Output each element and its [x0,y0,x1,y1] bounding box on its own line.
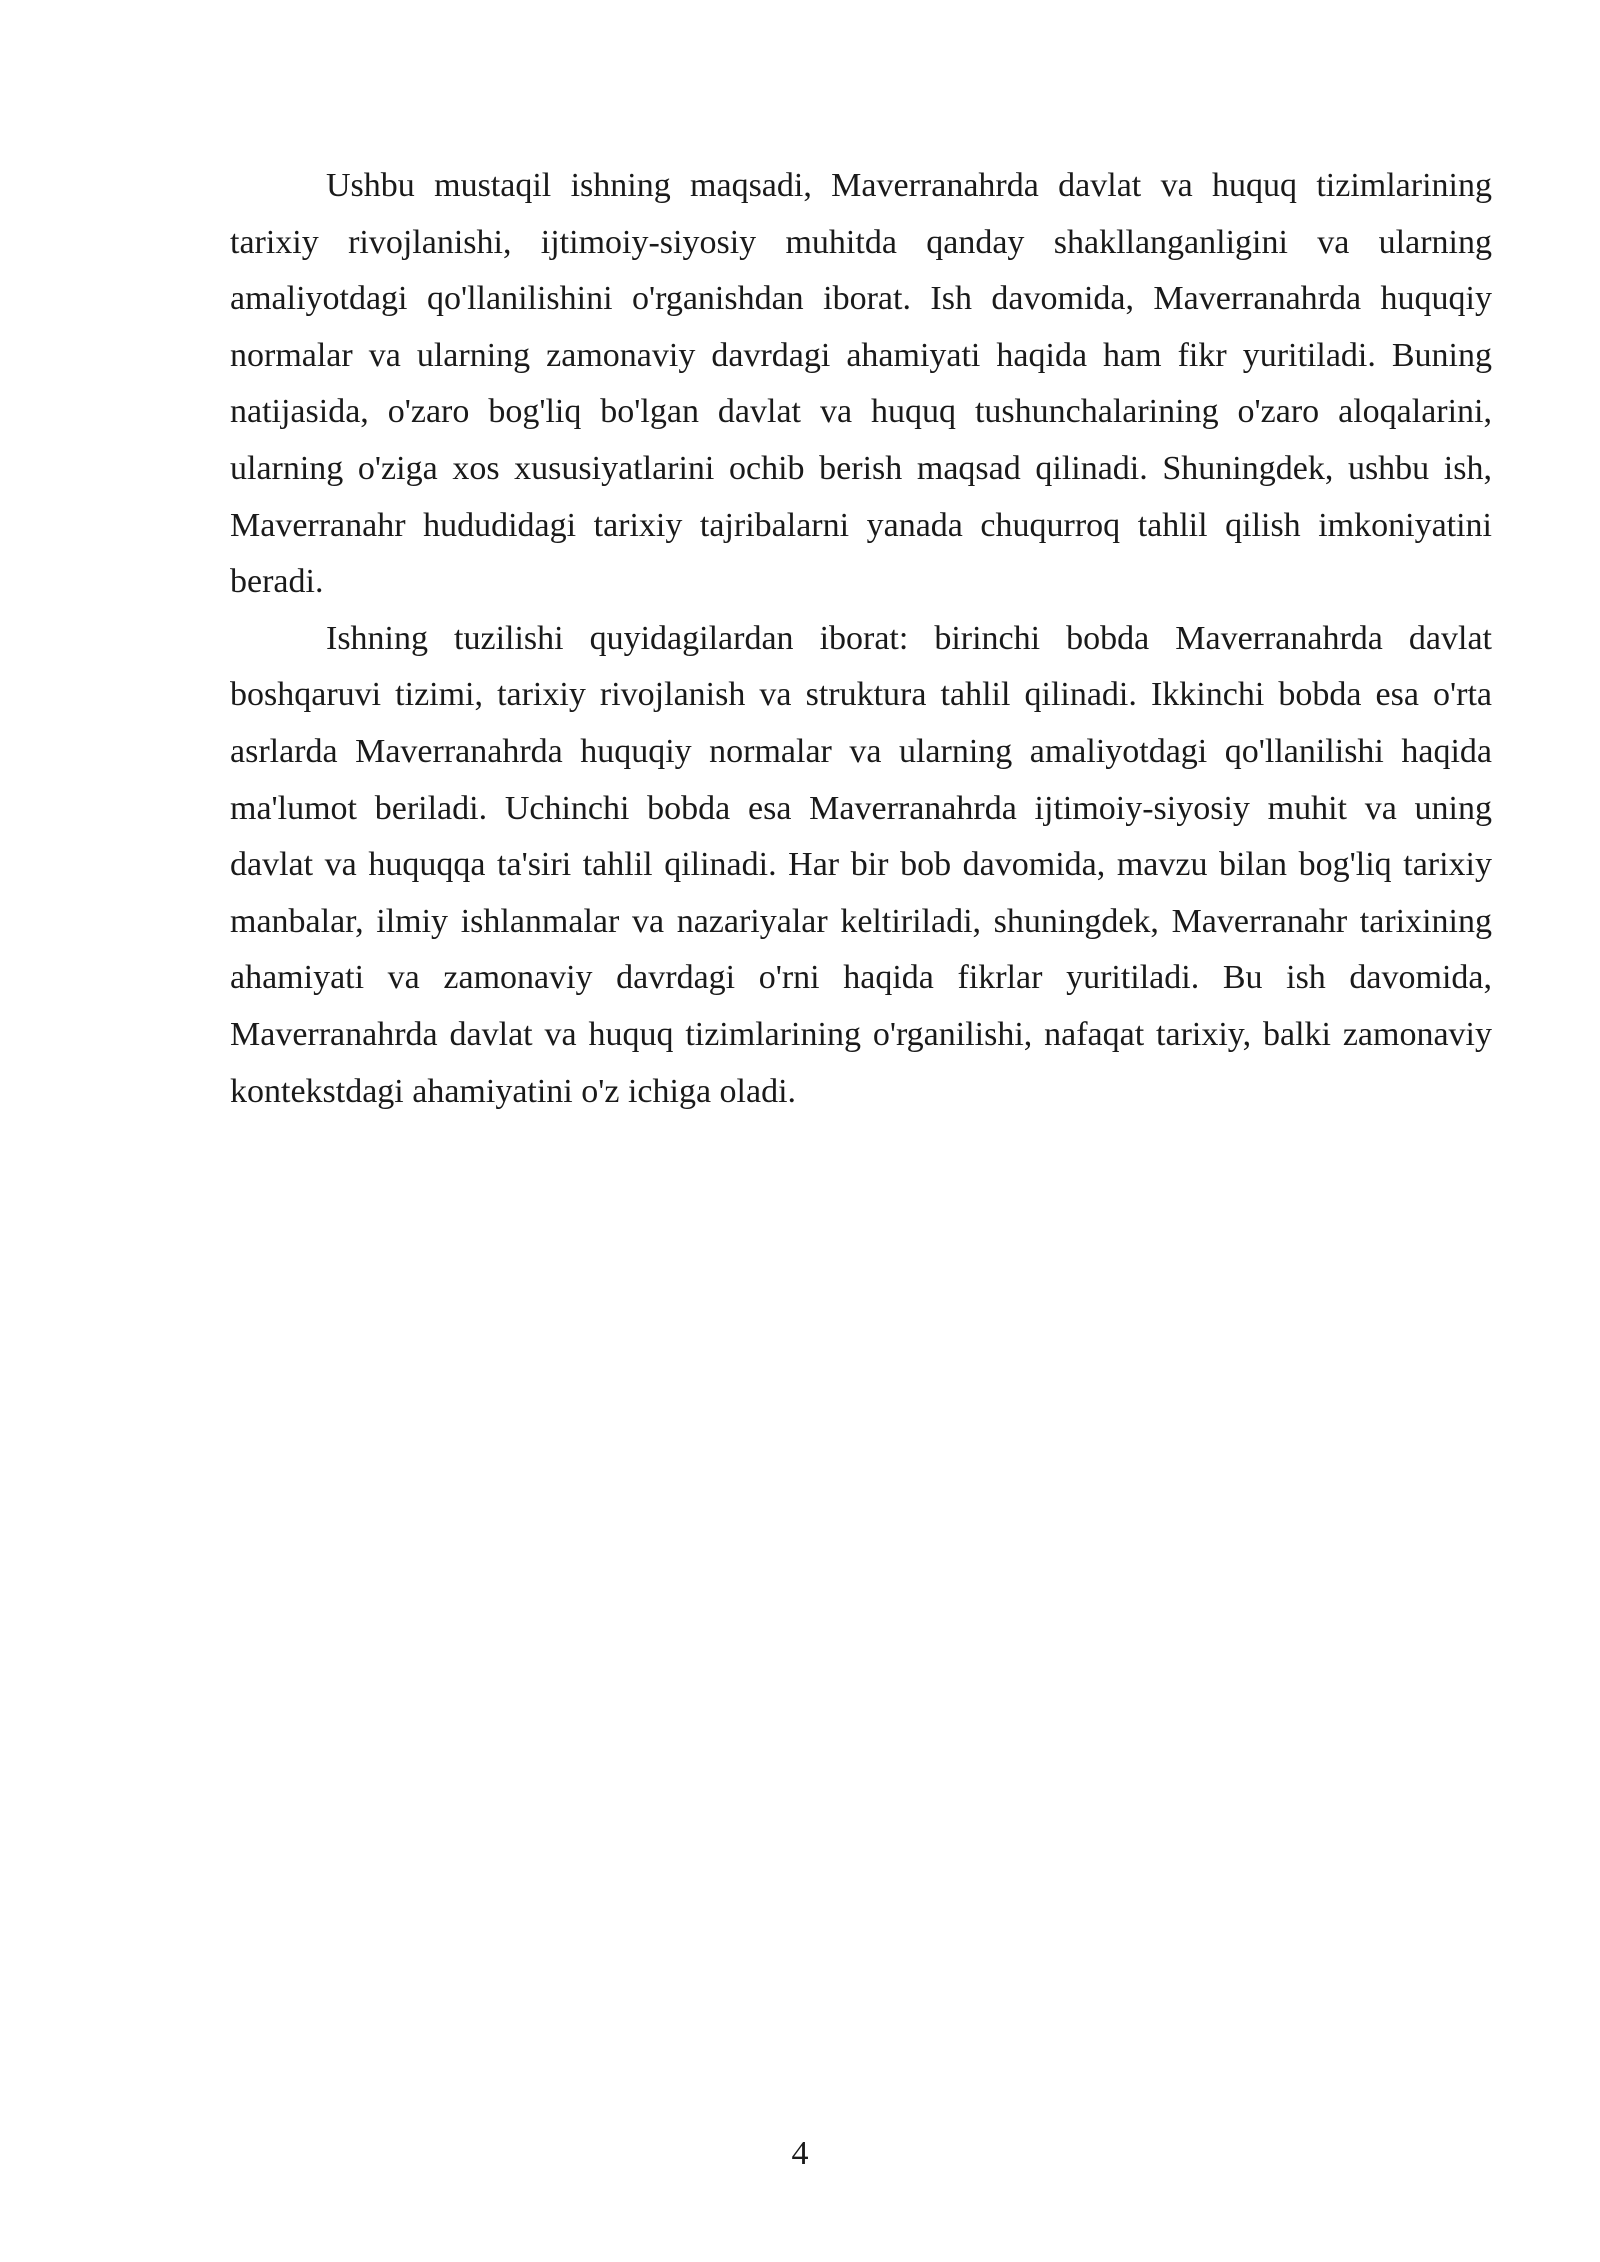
page-number: 4 [791,2135,809,2172]
document-body [230,158,1492,1120]
paragraph-structure: Ishning tuzilishi quyidagilardan iborat: birinchi bobda Maverranahrda davlat boshqaruvi tizimi, tarixiy rivojlanish va struktura tahlil qilinadi. Ikkinchi bobda esa o'rta asrlarda Maverranahrda huquqiy normalar va ularning amaliyotdagi qo'llanilishi haqida ma'lumot beriladi. Uchinchi bobda esa Maverranahrda ijtimoiy-siyosiy muhit va uning davlat va huquqqa ta'siri tahlil qilinadi. Har bir bob davomida, mavzu bilan bog'liq tarixiy manbalar, ilmiy ishlanmalar va nazariyalar keltiriladi, shuningdek, Maverranahr tarixining ahamiyati va zamonaviy davrdagi o'rni haqida fikrlar yuritiladi. Bu ish davomida, Maverranahrda davlat va huquq tizimlarining o'rganilishi, nafaqat tarixiy, balki zamonaviy kontekstdagi ahamiyatini o'z ichiga oladi. [230,619,1492,1110]
paragraph-purpose: Ushbu mustaqil ishning maqsadi, Maverranahrda davlat va huquq tizimlarining tarixiy rivojlanishi, ijtimoiy-siyosiy muhitda qanday shakllanganligini va ularning amaliyotdagi qo'llanilishini o'rganishdan iborat. Ish davomida, Maverranahrda huquqiy normalar va ularning zamonaviy davrdagi ahamiyati haqida ham fikr yuritiladi. Buning natijasida, o'zaro bog'liq bo'lgan davlat va huquq tushunchalarining o'zaro aloqalarini, ularning o'ziga xos xususiyatlarini ochib berish maqsad qilinadi. Shuningdek, ushbu ish, Maverranahr hududidagi tarixiy tajribalarni yanada chuqurroq tahlil qilish imkoniyatini beradi. [230,167,1492,601]
